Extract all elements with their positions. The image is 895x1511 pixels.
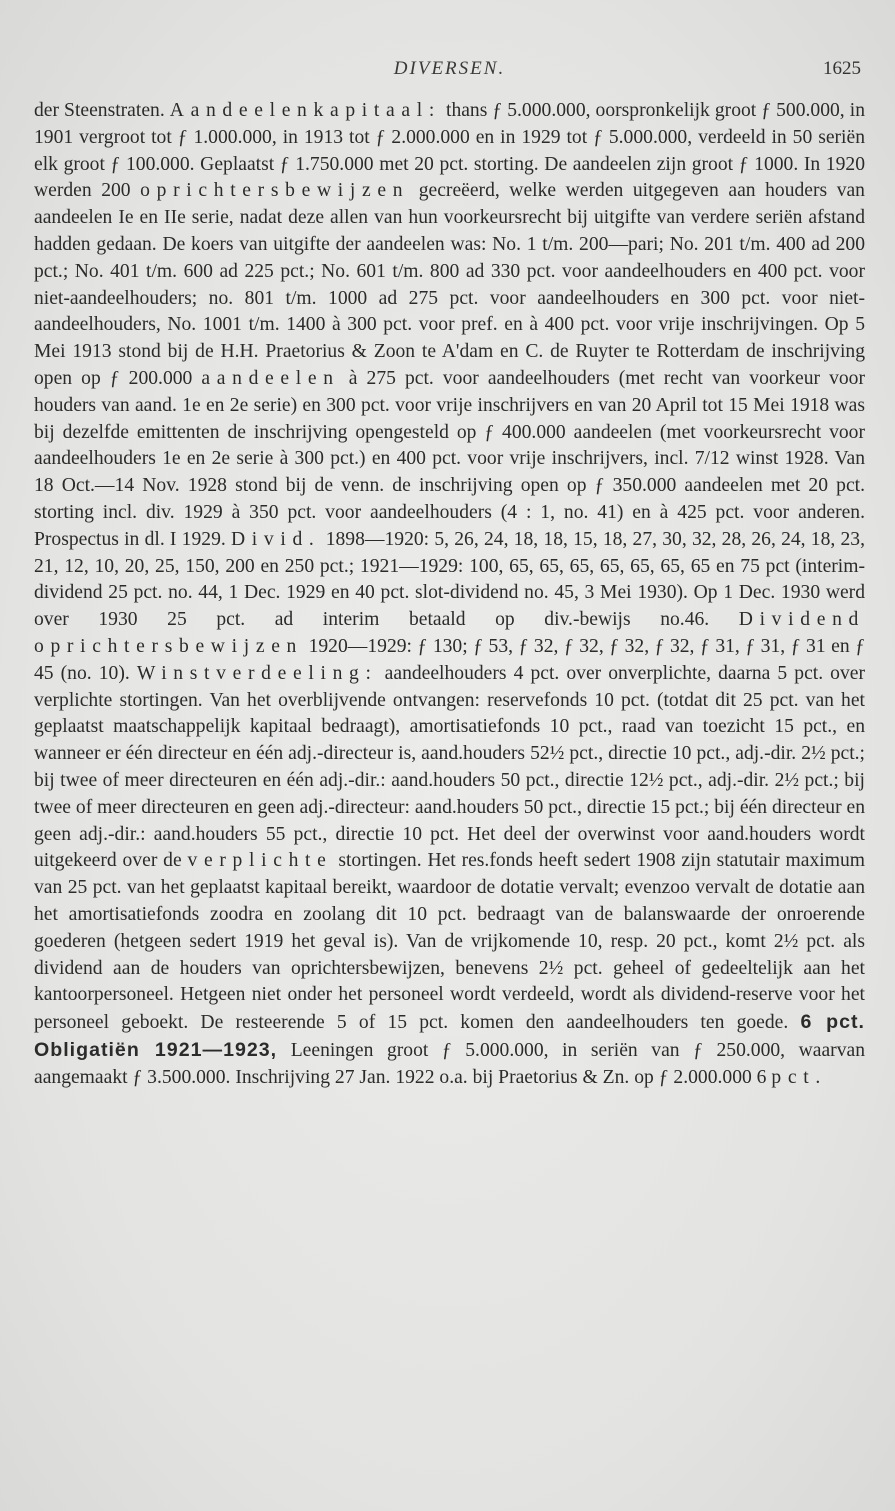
bond-heading: 6 pct. Obligatiën 1921—1923, — [34, 1011, 865, 1061]
text-run: 1898—1920: 5, 26, 24, 18, 18, 15, 18, 27, 30, 32, 28, 26, 24, 18, 23, 21, 12, 10, 20, 25, 150, 200 en 250 pct.; 1921—1929: 100, 65, 65, 65, 65, 65, 65, 65 en 75 pct (interim-dividend 25 pct. no. 44, 1 Dec. 1929 en 40 pct. slot-dividend no. 45, 3 Mei 1930). Op 1 Dec. 1930 werd over 1930 25 pct. ad interim betaald op div.-bewijs no.46. — [34, 528, 865, 631]
text-run: thans ƒ 5.000.000, oorspronkelijk groot ƒ 500.000, in 1901 vergroot tot ƒ 1.000.000, in 1913 tot ƒ 2.000.000 en in 1929 tot ƒ 5.000.000, verdeeld in 50 seriën elk groot ƒ 100.000. Geplaatst ƒ 1.750.000 met 20 pct. storting. De aandeelen zijn groot ƒ 1000. In 1920 werden 200 — [34, 100, 865, 202]
text-run: à 275 pct. voor aandeelhouders (met recht van voorkeur voor houders van aand. 1e en 2e serie) en 300 pct. voor vrije inschrijvers en van 20 April tot 15 Mei 1918 was bij dezelfde emittenten de inschrijving opengesteld op ƒ 400.000 aandeelen (met voorkeursrecht voor aandeelhouders 1e en 2e serie à 300 pct.) en 400 pct. voor vrije inschrijvers, incl. 7/12 winst 1928. Van 18 Oct.—14 Nov. 1928 stond bij de venn. de inschrijving open op ƒ 350.000 aandeelen met 20 pct. storting incl. div. 1929 à 350 pct. voor aandeelhouders (4 : 1, no. 41) en à 425 pct. voor anderen. Prospectus in dl. I 1929. — [34, 367, 865, 550]
page-number: 1625 — [823, 58, 861, 79]
text-run: der Steenstraten. — [34, 100, 170, 121]
spaced-term-dividend-oprichtersbewijzen: Dividend oprichtersbewijzen — [34, 609, 865, 657]
spaced-term-aandeelen: aandeelen — [201, 367, 340, 389]
spaced-term-verplichte: verplichte — [187, 850, 333, 872]
text-run: Leeningen groot ƒ 5.000.000, in seriën van ƒ 250.000, waarvan aangemaakt ƒ 3.500.000. Inschrijving 27 Jan. 1922 o.a. bij Praetorius & Zn. op ƒ 2.000.000 6 — [34, 1039, 865, 1088]
spaced-term-divid: Divid. — [230, 528, 321, 550]
running-head — [34, 58, 865, 98]
spaced-term-aandeelenkapitaal: Aandeelenkapitaal: — [169, 100, 441, 121]
text-run: 1920—1929: ƒ 130; ƒ 53, ƒ 32, ƒ 32, ƒ 32, ƒ 32, ƒ 31, ƒ 31, ƒ 31 en ƒ 45 (no. 10). — [34, 635, 865, 684]
running-title: DIVERSEN. — [393, 58, 506, 79]
text-run: stortingen. Het res.fonds heeft sedert 1908 zijn statutair maximum van 25 pct. van het geplaatst kapitaal bereikt, waardoor de dotatie vervalt; evenzoo vervalt de dotatie aan het amortisatiefonds zoodra en zoolang dit 10 pct. bedraagt van de balanswaarde der onroerende goederen (hetgeen sedert 1919 het geval is). Van de vrijkomende 10, resp. 20 pct., komt 2½ pct. als dividend aan de houders van oprichtersbewijzen, benevens 2½ pct. geheel of gedeeltelijk aan het kantoorpersoneel. Hetgeen niet onder het personeel wordt verdeeld, wordt als dividend-reserve voor het personeel geboekt. De resteerende 5 of 15 pct. komen den aandeelhouders ten goede. — [34, 850, 865, 1034]
text-run: aandeelhouders 4 pct. over onverplichte, daarna 5 pct. over verplichte stortingen. Van het overblijvende ontvangen: reservefonds 10 pct. (totdat dit 25 pct. van het geplaatst maatschappelijk kapitaal bedraagt), amortisatiefonds 10 pct., raad van toezicht 15 pct., en wanneer er één directeur en één adj.-directeur is, aand.houders 52½ pct., directie 10 pct., adj.-dir. 2½ pct.; bij twee of meer directeuren en één adj.-dir.: aand.houders 50 pct., directie 12½ pct., adj.-dir. 2½ pct.; bij twee of meer directeuren en geen adj.-directeur: aand.houders 50 pct., directie 15 pct.; bij één directeur en geen adj.-dir.: aand.houders 55 pct., directie 10 pct. Het deel der overwinst voor aand.houders wordt uitgekeerd over de — [34, 662, 865, 872]
spaced-term-pct: pct. — [771, 1066, 827, 1088]
body-paragraph — [34, 98, 865, 1091]
spaced-term-winstverdeeling: Winstverdeeling: — [136, 662, 378, 684]
spaced-term-oprichtersbewijzen: oprichtersbewijzen — [140, 180, 410, 202]
text-run: gecreëerd, welke werden uitgegeven aan houders van aandeelen Ie en IIe serie, nadat deze allen van hun voorkeursrecht bij uitgifte van verdere seriën afstand hadden gedaan. De koers van uitgifte der aandeelen was: No. 1 t/m. 200—pari; No. 201 t/m. 400 ad 200 pct.; No. 401 t/m. 600 ad 225 pct.; No. 601 t/m. 800 ad 330 pct. voor aandeelhouders en 400 pct. voor niet-aandeelhouders; no. 801 t/m. 1000 ad 275 pct. voor aandeelhouders en 300 pct. voor niet-aandeelhouders, No. 1001 t/m. 1400 à 300 pct. voor pref. en à 400 pct. voor vrije inschrijvingen. Op 5 Mei 1913 stond bij de H.H. Praetorius & Zoon te A'dam en C. de Ruyter te Rotterdam de inschrijving open op ƒ 200.000 — [34, 180, 865, 389]
